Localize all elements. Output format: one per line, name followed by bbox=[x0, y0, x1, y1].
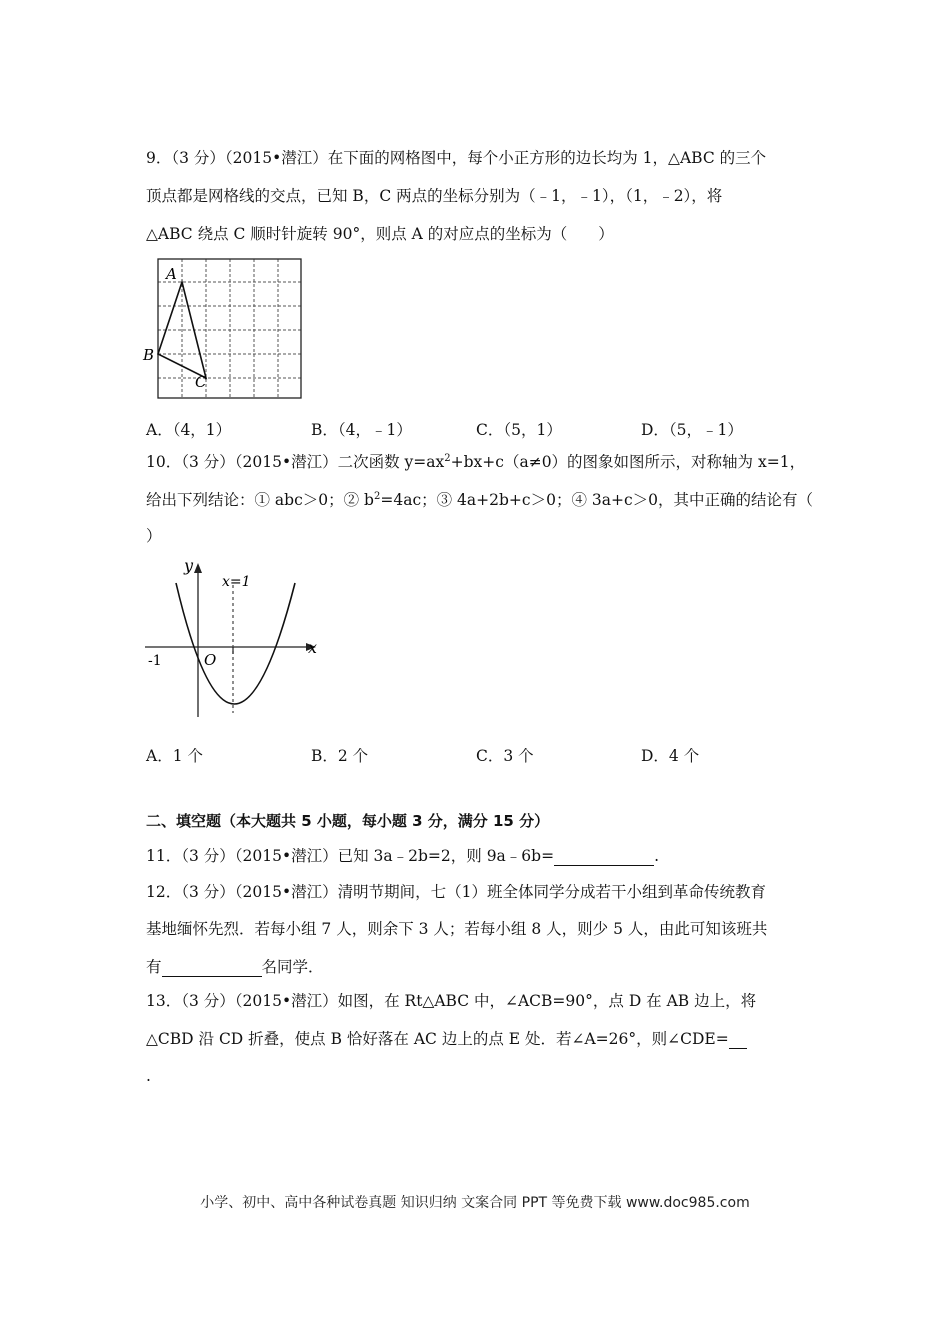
q10-option-d: D．4 个 bbox=[641, 747, 700, 765]
origin-label: O bbox=[204, 651, 217, 669]
q13-line-3: . bbox=[146, 1067, 151, 1085]
q12-line-2: 基地缅怀先烈．若每小组 7 人，则余下 3 人；若每小组 8 人，则少 5 人，由此可知该班共 bbox=[146, 920, 768, 938]
neg-one-label: -1 bbox=[148, 653, 162, 669]
page-footer: 小学、初中、高中各种试卷真题 知识归纳 文案合同 PPT 等免费下载 www.doc985.com bbox=[200, 1195, 750, 1211]
label-c: C bbox=[195, 373, 207, 391]
y-axis-label: y bbox=[184, 556, 194, 575]
parabola-curve bbox=[176, 583, 295, 704]
q9-option-d: D．（5，﹣1） bbox=[641, 421, 743, 439]
q11-answer-blank[interactable] bbox=[554, 849, 654, 866]
q10-line-1: 10．（3 分）（2015•潜江）二次函数 $y=ax^2+bx+c(a\ne 0)$的图象如图所示，对称轴为 x=1， bbox=[146, 452, 806, 471]
section-heading: 二、填空题（本大题共 5 小题，每小题 3 分，满分 15 分） bbox=[146, 812, 550, 830]
q12-line-1: 12．（3 分）（2015•潜江）清明节期间，七（1）班全体同学分成若干小组到革命传统教育 bbox=[146, 883, 766, 901]
q11-line: 11．（3 分）（2015•潜江）已知 3a﹣2b=2，则 9a﹣6b= . bbox=[146, 847, 660, 865]
q9-option-a: A．（4，1） bbox=[146, 421, 232, 439]
q12-line-3: 有 名同学． bbox=[146, 958, 324, 976]
q10-line-3: ） bbox=[146, 527, 162, 545]
q9-line-1: 9．（3 分）（2015•潜江）在下面的网格图中，每个小正方形的边长均为 1，△ABC 的三个 bbox=[146, 149, 767, 167]
symmetry-axis-label: x=1 bbox=[222, 574, 251, 590]
q9-grid-figure bbox=[140, 255, 310, 405]
q13-answer-blank[interactable] bbox=[729, 1032, 747, 1049]
q13-line-2: △CBD 沿 CD 折叠，使点 B 恰好落在 AC 边上的点 E 处．若∠A=26°，则∠CDE= bbox=[146, 1029, 747, 1049]
q9-line-2: 顶点都是网格线的交点，已知 B，C 两点的坐标分别为（﹣1，﹣1），（1，﹣2），将 bbox=[146, 187, 723, 205]
q10-option-c: C．3 个 bbox=[476, 747, 534, 765]
q10-option-b: B．2 个 bbox=[311, 747, 369, 765]
q9-option-b: B．（4，﹣1） bbox=[311, 421, 412, 439]
q9-line-3: △ABC 绕点 C 顺时针旋转 90°，则点 A 的对应点的坐标为（ ） bbox=[146, 225, 614, 243]
q10-line-2: 给出下列结论：① abc＞0；② $b^2=4ac$；③ 4a+2b+c＞0；④ 3a+c＞0，其中正确的结论有（ bbox=[146, 490, 814, 509]
q13-line-1: 13．（3 分）（2015•潜江）如图，在 Rt△ABC 中，∠ACB=90°，点 D 在 AB 边上，将 bbox=[146, 992, 757, 1010]
x-axis-label: x bbox=[308, 638, 318, 657]
label-b: B bbox=[143, 346, 155, 364]
q10-parabola-figure bbox=[140, 555, 330, 725]
q9-option-c: C．（5，1） bbox=[476, 421, 562, 439]
label-a: A bbox=[166, 265, 177, 283]
q10-option-a: A．1 个 bbox=[146, 747, 203, 765]
q12-answer-blank[interactable] bbox=[162, 960, 262, 977]
